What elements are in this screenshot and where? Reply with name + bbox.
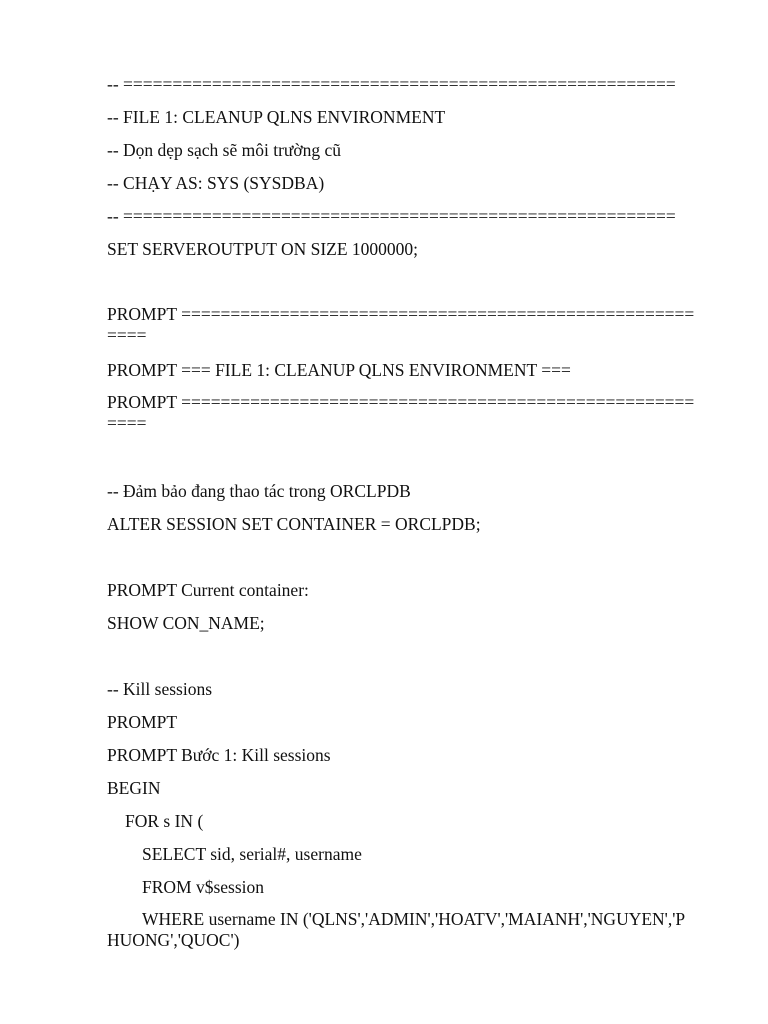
begin-keyword: BEGIN bbox=[107, 778, 161, 798]
comment-description: -- Dọn dẹp sạch sẽ môi trường cũ bbox=[107, 140, 342, 160]
blank-line bbox=[107, 271, 697, 304]
for-loop-line: FOR s IN ( bbox=[125, 811, 204, 831]
sql-script-body bbox=[107, 73, 697, 951]
prompt-separator-line: PROMPT ======================================================== bbox=[107, 304, 695, 345]
select-clause-line: SELECT sid, serial#, username bbox=[142, 844, 362, 864]
prompt-file-title: PROMPT === FILE 1: CLEANUP QLNS ENVIRONMENT === bbox=[107, 360, 571, 380]
comment-kill-sessions: -- Kill sessions bbox=[107, 679, 212, 699]
blank-line bbox=[107, 447, 697, 480]
prompt-current-container: PROMPT Current container: bbox=[107, 580, 309, 600]
show-con-name-statement: SHOW CON_NAME; bbox=[107, 613, 265, 633]
where-clause-line: WHERE username IN ('QLNS','ADMIN','HOATV','MAIANH','NGUYEN','PHUONG','QUOC') bbox=[107, 909, 686, 950]
prompt-separator-line: PROMPT ======================================================== bbox=[107, 392, 695, 433]
comment-container-note: -- Đảm bảo đang thao tác trong ORCLPDB bbox=[107, 481, 411, 501]
comment-separator-line: -- ======================================================== bbox=[107, 206, 676, 226]
alter-session-statement: ALTER SESSION SET CONTAINER = ORCLPDB; bbox=[107, 514, 481, 534]
comment-separator-line: -- ======================================================== bbox=[107, 74, 676, 94]
from-clause-line: FROM v$session bbox=[142, 877, 265, 897]
prompt-step-1: PROMPT Bước 1: Kill sessions bbox=[107, 745, 331, 765]
comment-file-title: -- FILE 1: CLEANUP QLNS ENVIRONMENT bbox=[107, 107, 446, 127]
blank-line bbox=[107, 645, 697, 678]
set-serveroutput-statement: SET SERVEROUTPUT ON SIZE 1000000; bbox=[107, 239, 419, 259]
comment-run-as: -- CHẠY AS: SYS (SYSDBA) bbox=[107, 173, 325, 193]
blank-line bbox=[107, 546, 697, 579]
prompt-empty: PROMPT bbox=[107, 712, 178, 732]
